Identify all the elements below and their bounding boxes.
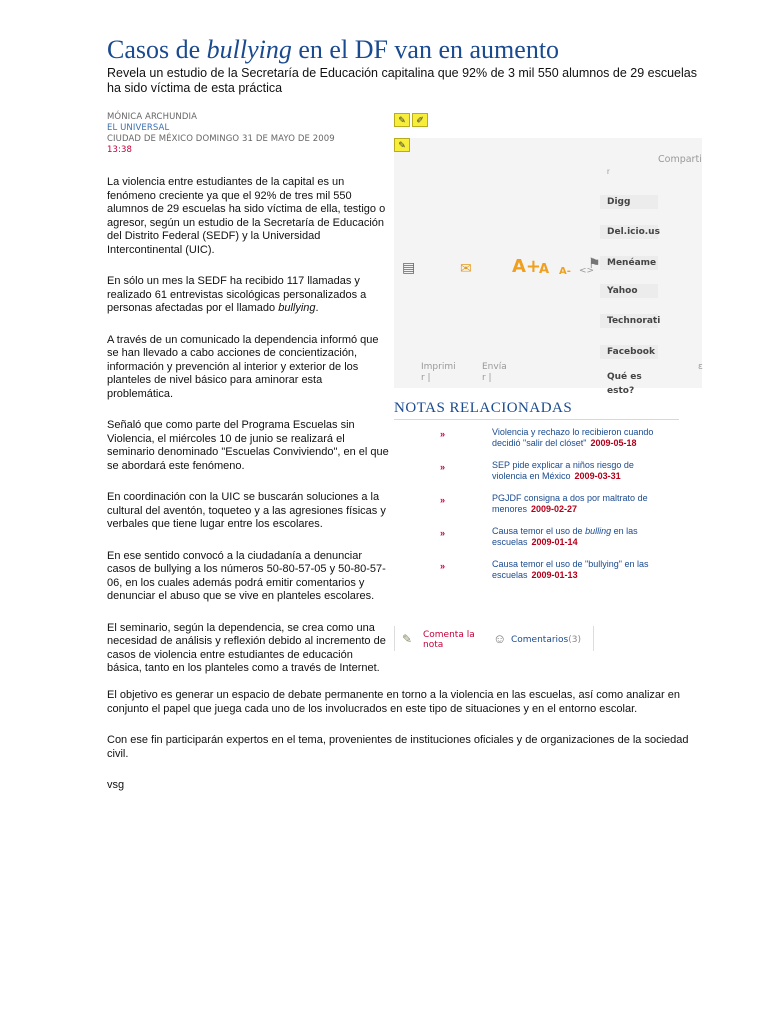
send-label-line1: Envía [482, 362, 507, 372]
paragraph [107, 275, 389, 316]
paragraph: En coordinación con la UIC se buscarán soluciones a la cultural del aventón, toqueteo y a las agresiones físicas y verbales que tiene lugar entre los escolares. [107, 491, 386, 530]
title-part-2: en el DF van en aumento [291, 35, 560, 64]
comments-count: (3) [568, 635, 581, 645]
related-notes-heading: NOTAS RELACIONADAS [394, 400, 679, 420]
share-delicious[interactable]: Del.icio.us [600, 225, 658, 239]
related-link-emphasis: bulling [585, 526, 612, 536]
share-yahoo[interactable]: Yahoo [600, 284, 658, 298]
signature: vsg [107, 779, 125, 791]
dateline: CIUDAD DE MÉXICO DOMINGO 31 DE MAYO DE 2009 [107, 134, 335, 144]
list-item[interactable] [394, 526, 684, 559]
related-link-text: Causa temor el uso de [492, 526, 586, 536]
related-notes-list [394, 427, 684, 592]
angle-glyph: <> [579, 266, 595, 276]
edge-glyph: ε [698, 362, 703, 372]
comment-line1: Comenta la [423, 630, 475, 640]
chevron-right-icon: » [440, 462, 446, 472]
paragraph: A través de un comunicado la dependencia informó que se han llevado a cabo acciones de concientización, información y prevención al interior y exterior de los planteles de nivel básico para aminorar esta problemática. [107, 333, 379, 400]
paragraph-end: . [315, 302, 319, 314]
paragraph: En ese sentido convocó a la ciudadanía a denunciar casos de bullying a los números 50-80-57-05 y 50-80-57-06, en los cuales además podrá emitir comentarios y denunciar el abuso que se vive en planteles escolares. [107, 549, 386, 602]
related-link-text: Violencia y rechazo lo recibieron cuando decidió "salir del clóset" [492, 427, 654, 448]
share-digg[interactable]: Digg [600, 195, 658, 209]
comment-line2: nota [423, 640, 444, 650]
share-icon[interactable]: ⚑ [588, 255, 601, 271]
comment-note-button[interactable] [423, 630, 475, 650]
list-item[interactable] [394, 559, 684, 592]
share-facebook[interactable]: Facebook [600, 345, 658, 359]
paragraph: El objetivo es generar un espacio de debate permanente en torno a la violencia en las escuelas, así como analizar en conjunto el papel que juega cada uno de los involucrados en este tipo de situaciones y en el entorno escolar. [107, 689, 680, 715]
publish-time: 13:38 [107, 145, 132, 155]
outlet-name[interactable]: EL UNIVERSAL [107, 123, 170, 133]
article-subtitle: Revela un estudio de la Secretaría de Educación capitalina que 92% de 3 mil 550 alumnos de 29 escuelas ha sido víctima de esta práctica [107, 66, 697, 95]
title-part-1: Casos de [107, 35, 207, 64]
share-label-end: r [607, 167, 610, 176]
list-item[interactable] [394, 460, 684, 493]
send-label-line2: r | [482, 373, 492, 383]
pencil-icon[interactable]: ✎ [394, 113, 410, 127]
print-label-line2: r | [421, 373, 431, 383]
list-item[interactable] [394, 493, 684, 526]
paragraph-emphasis: bullying [278, 302, 316, 314]
article-title [107, 34, 727, 66]
send-label[interactable] [482, 362, 507, 384]
related-link[interactable] [492, 460, 670, 482]
paragraph: La violencia entre estudiantes de la capital es un fenómeno creciente ya que el 92% de tres mil 550 alumnos de 29 escuelas ha sido víctima de ella, testigo o agresor, según un estudio de la Secretaría de Educación del Distrito Federal (SEDF) y la Universidad Intercontinental (UIC). [107, 176, 386, 256]
byline [107, 112, 335, 156]
chevron-right-icon: » [440, 528, 446, 538]
paragraph-text: En sólo un mes la SEDF ha recibido 117 llamadas y realizado 61 entrevistas sicológicas personalizados a personas afectadas por el llamado [107, 275, 367, 314]
edit-icon[interactable]: ✎ [394, 138, 410, 152]
related-link-text: SEP pide explicar a niños riesgo de violencia en México [492, 460, 634, 481]
related-date: 2009-05-18 [590, 438, 637, 448]
title-emphasis: bullying [206, 35, 292, 64]
comment-bar [394, 626, 594, 651]
paragraph: Con ese fin participarán expertos en el tema, provenientes de instituciones oficiales y de organizaciones de la sociedad civil. [107, 734, 689, 760]
related-link-text-end: en las escuelas [492, 526, 638, 547]
share-label: Comparti [658, 154, 702, 165]
article-body-wide [107, 689, 707, 811]
font-decrease-button[interactable]: A- [559, 266, 571, 277]
chevron-right-icon: » [440, 429, 446, 439]
share-technorati[interactable]: Technorati [600, 314, 658, 328]
chevron-right-icon: » [440, 495, 446, 505]
pen-icon[interactable]: ✐ [412, 113, 428, 127]
print-label-line1: Imprimi [421, 362, 456, 372]
small-toolbar [394, 113, 428, 127]
related-date: 2009-03-31 [574, 471, 621, 481]
related-date: 2009-01-13 [531, 570, 578, 580]
comment-pencil-icon[interactable]: ✎ [402, 632, 413, 646]
print-icon[interactable]: ▤ [402, 259, 416, 275]
related-link[interactable] [492, 526, 670, 548]
related-link[interactable] [492, 559, 670, 581]
paragraph: Señaló que como parte del Programa Escuelas sin Violencia, el miércoles 10 de junio se realizará el seminario denominado "Escuelas Conviviendo", en el que se abordará este fenómeno. [107, 419, 389, 472]
font-increase-button[interactable]: A+ [512, 256, 542, 277]
list-item[interactable] [394, 427, 684, 460]
article-tools-box [394, 138, 703, 396]
related-link-text: PGJDF consigna a dos por maltrato de menores [492, 493, 648, 514]
related-date: 2009-02-27 [531, 504, 578, 514]
related-link[interactable] [492, 427, 670, 449]
share-meneame[interactable]: Menéame [600, 256, 658, 270]
print-label[interactable] [421, 362, 456, 384]
related-link[interactable] [492, 493, 670, 515]
comments-label: Comentarios [511, 635, 569, 645]
users-icon[interactable]: ☺ [493, 631, 507, 646]
related-date: 2009-01-14 [531, 537, 578, 547]
what-is-this-link[interactable]: Qué es esto? [607, 372, 642, 396]
related-link-text: Causa temor el uso de "bullying" en las escuelas [492, 559, 649, 580]
paragraph: El seminario, según la dependencia, se crea como una necesidad de análisis y reflexión debido al incremento de casos de violencia entre estudiantes de educación básica, tanto en los planteles como a través de Internet. [107, 621, 386, 674]
chevron-right-icon: » [440, 561, 446, 571]
envelope-icon[interactable]: ✉ [460, 260, 472, 276]
comments-link[interactable] [511, 635, 581, 645]
author-name: MÓNICA ARCHUNDIA [107, 112, 198, 122]
font-normal-button[interactable]: A [539, 262, 550, 277]
article-body-column [107, 176, 389, 694]
